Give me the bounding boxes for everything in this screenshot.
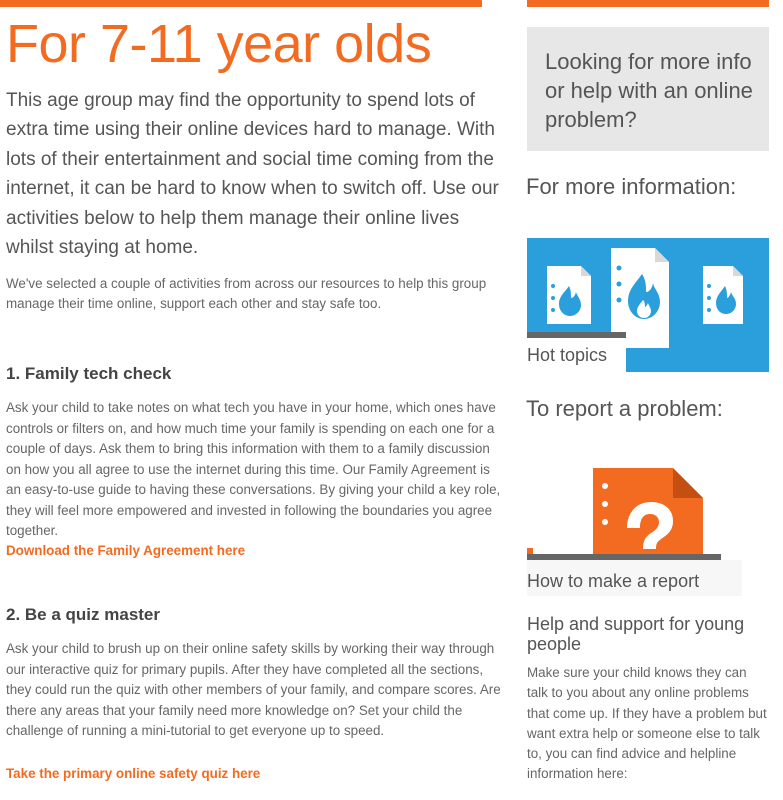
help-young-people-body: Make sure your child knows they can talk to you about any online problems that come up. If they have a problem but want extra help or someone else to talk to, you can find advice and helpline information here: [527,665,767,782]
section-title-quiz-master: 2. Be a quiz master [6,605,161,624]
download-family-agreement-link[interactable]: Download the Family Agreement here [6,543,246,558]
main-content [6,14,508,314]
hot-topics-label: Hot topics [527,338,626,374]
section-title-family-tech-check: 1. Family tech check [6,364,172,383]
sidebar-accent-bar [527,0,769,7]
page-title: For 7-11 year olds [6,14,432,74]
question-document-icon [527,468,742,558]
report-problem-heading: To report a problem: [526,396,723,421]
hot-topics-card[interactable] [527,238,769,374]
primary-quiz-link[interactable]: Take the primary online safety quiz here [6,766,261,781]
how-to-report-label: How to make a report [527,560,742,596]
section-body-family-tech-check: Ask your child to take notes on what tech you have in your home, which ones have controls or filters on, and how much time your family is spending on each one for a couple of days. Ask them to bring this information with them to a family discussion on how you all agree to use the internet during this time. Our Family Agreement is an easy-to-use guide to having these conversations. By giving your child a key role, they will feel more empowered and invested in following the boundaries you agree together. [6,400,501,538]
how-to-report-image [527,468,742,558]
top-accent-bar [0,0,482,7]
lead-paragraph: We've selected a couple of activities from across our resources to help this group manage their time online, support each other and stay safe too. [6,276,487,312]
more-info-heading: For more information: [526,174,737,199]
section-body-quiz-master: Ask your child to brush up on their online safety skills by working their way through our interactive quiz for primary pupils. After they have completed all the sections, they could run the quiz with other members of your family, and compare scores. Are there any areas that your family need more knowledge on? Set your child the challenge of running a mini-tutorial to get everyone up to speed. [6,641,501,738]
help-callout: Looking for more info or help with an online problem? [527,27,769,151]
intro-paragraph: This age group may find the opportunity to spend lots of extra time using their online devices hard to manage. With lots of their entertainment and social time coming from the internet, it can be hard to know when to switch off. Use our activities below to help them manage their online lives whilst staying at home. [6,90,499,259]
help-young-people-title: Help and support for young people [527,614,745,654]
how-to-report-card[interactable] [527,468,742,596]
